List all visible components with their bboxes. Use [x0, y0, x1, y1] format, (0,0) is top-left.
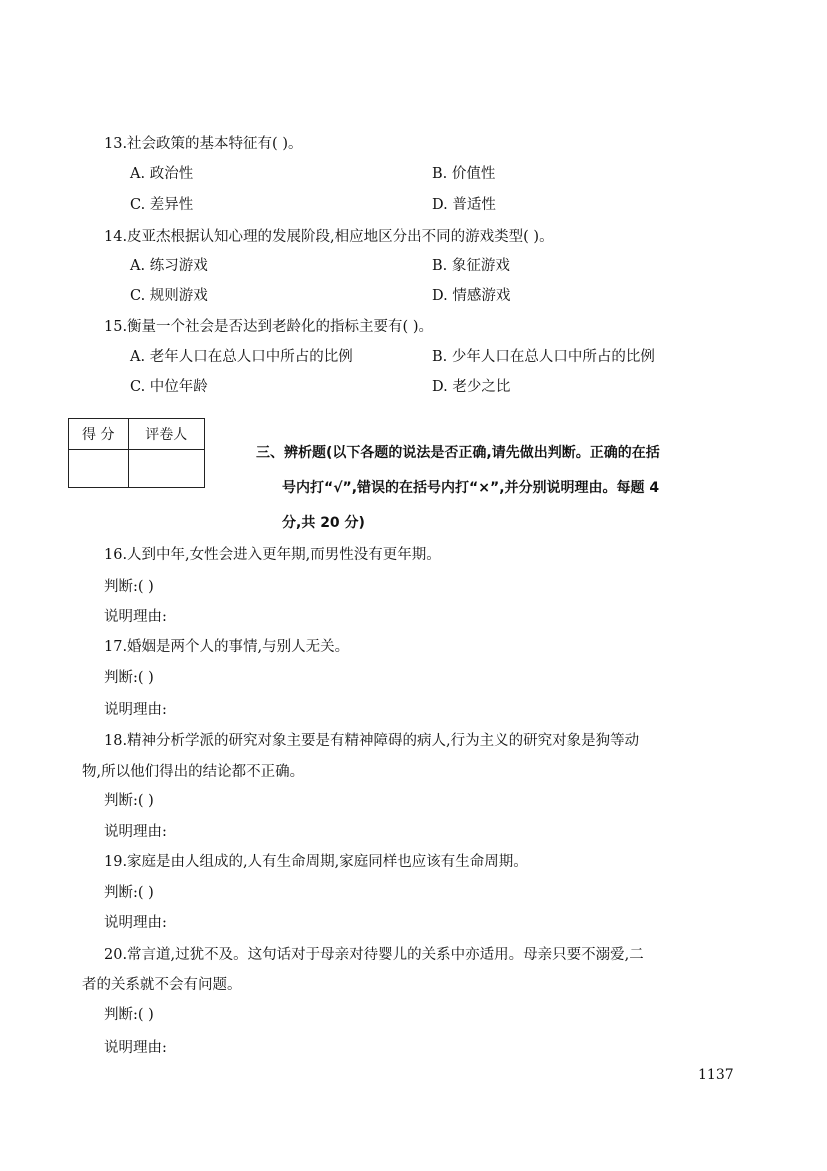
score-label: 得 分	[69, 419, 129, 450]
section-3-heading-line-1: 三、辨析题(以下各题的说法是否正确,请先做出判断。正确的在括	[256, 445, 660, 461]
question-20-stem-line-2: 者的关系就不会有问题。	[82, 977, 242, 993]
question-13-stem: 13.社会政策的基本特征有( )。	[104, 136, 303, 152]
question-18-judge: 判断:( )	[104, 793, 154, 809]
question-15-option-d: D. 老少之比	[432, 379, 511, 395]
question-14-option-b: B. 象征游戏	[432, 258, 510, 274]
question-14-option-c: C. 规则游戏	[130, 288, 208, 304]
grader-cell	[128, 450, 205, 488]
question-14-stem: 14.皮亚杰根据认知心理的发展阶段,相应地区分出不同的游戏类型( )。	[104, 229, 554, 245]
question-14-option-d: D. 情感游戏	[432, 288, 511, 304]
question-13-option-b: B. 价值性	[432, 166, 496, 182]
question-15-stem: 15.衡量一个社会是否达到老龄化的指标主要有( )。	[104, 319, 433, 335]
question-20-stem-line-1: 20.常言道,过犹不及。这句话对于母亲对待婴儿的关系中亦适用。母亲只要不溺爱,二	[104, 947, 644, 963]
score-box	[68, 418, 205, 488]
question-16-judge: 判断:( )	[104, 579, 154, 595]
page-number: 1137	[698, 1067, 734, 1083]
question-13-option-c: C. 差异性	[130, 197, 194, 213]
question-17-judge: 判断:( )	[104, 670, 154, 686]
question-16-reason: 说明理由:	[104, 609, 167, 625]
question-19-stem: 19.家庭是由人组成的,人有生命周期,家庭同样也应该有生命周期。	[104, 854, 528, 870]
question-20-judge: 判断:( )	[104, 1007, 154, 1023]
score-cell	[69, 450, 129, 488]
question-15-option-a: A. 老年人口在总人口中所占的比例	[130, 349, 353, 365]
question-20-reason: 说明理由:	[104, 1040, 167, 1056]
section-3-heading-line-2: 号内打“√”,错误的在括号内打“×”,并分别说明理由。每题 4	[282, 480, 660, 496]
question-18-stem-line-1: 18.精神分析学派的研究对象主要是有精神障碍的病人,行为主义的研究对象是狗等动	[104, 733, 640, 749]
question-19-reason: 说明理由:	[104, 915, 167, 931]
question-18-stem-line-2: 物,所以他们得出的结论都不正确。	[82, 764, 305, 780]
question-15-option-b: B. 少年人口在总人口中所占的比例	[432, 349, 655, 365]
grader-label: 评卷人	[128, 419, 205, 450]
question-13-option-d: D. 普适性	[432, 197, 496, 213]
question-19-judge: 判断:( )	[104, 885, 154, 901]
question-13-option-a: A. 政治性	[130, 166, 194, 182]
question-17-reason: 说明理由:	[104, 702, 167, 718]
question-14-option-a: A. 练习游戏	[130, 258, 208, 274]
question-15-option-c: C. 中位年龄	[130, 379, 208, 395]
question-16-stem: 16.人到中年,女性会进入更年期,而男性没有更年期。	[104, 547, 441, 563]
question-17-stem: 17.婚姻是两个人的事情,与别人无关。	[104, 639, 350, 655]
section-3-heading-line-3: 分,共 20 分)	[282, 515, 365, 531]
question-18-reason: 说明理由:	[104, 824, 167, 840]
